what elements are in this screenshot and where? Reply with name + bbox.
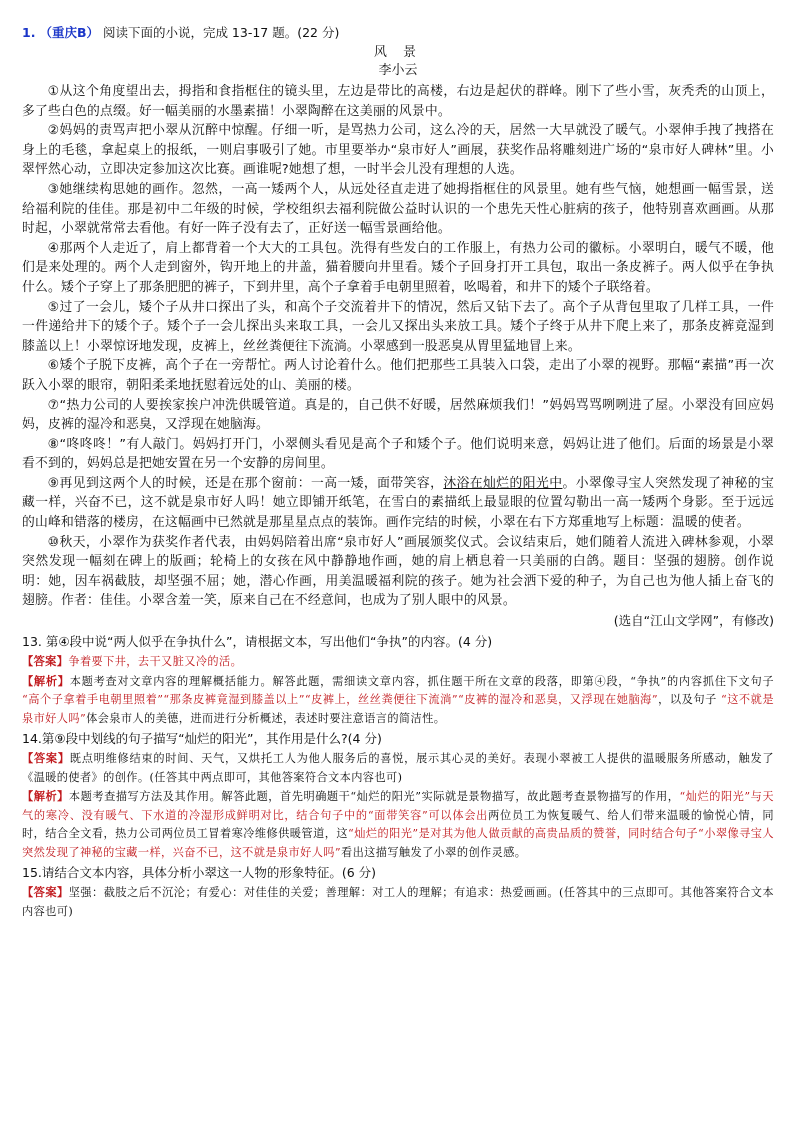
question-instruction: 阅读下面的小说，完成 13-17 题。(22 分)	[102, 25, 340, 40]
analysis-quote: “灿烂的阳光”与天气的寒冷、没有暖气、下水道的冷湿形成鲜明对比，结合句子中的“面带笑容”可以体会出	[22, 790, 774, 822]
question-number: 1.	[22, 25, 36, 40]
story-paragraph-10: ⑩秋天，小翠作为获奖作者代表，由妈妈陪着出席“泉市好人”画展颁奖仪式。会议结束后，她们随着人流进入碑林参观，小翠突然发现一幅刻在碑上的版画；轮椅上的女孩在风中静静地作画，她的肩上栖息着一只美丽的白鸽。题目：坚强的翅膀。创作说明：她，因车祸截肢，却坚强不屈；她，潜心作画，用美温暖福利院的孩子。她为社会洒下爱的种子，为自己也为他人插上奋飞的翅膀。作者：佳佳。小翠含羞一笑，原来自己在不经意间，也成为了别人眼中的风景。	[22, 534, 774, 609]
story-paragraph: ③她继续构思她的画作。忽然，一高一矮两个人，从远处径直走进了她拇指框住的风景里。她有些气恼，她想画一幅雪景，送给福利院的佳佳。那是初中二年级的时候，学校组织去福利院做公益时认识的一个患先天性心脏病的孩子，他特别喜欢画画。从那时起，小翠就常常去看他。有好一阵子没有去了，正好送一幅雪景画给他。	[22, 181, 774, 237]
answer-text: 坚强：截肢之后不沉沦；有爱心：对佳佳的关爱；善理解：对工人的理解；有追求：热爱画画。(任答其中的三点即可。其他答案符合文本内容也可)	[22, 886, 774, 918]
analysis-tag: 【解析】	[22, 789, 69, 804]
answer-tag: 【答案】	[22, 885, 69, 900]
question-15: 15.请结合文本内容，具体分析小翠这一人物的形象特征。(6 分)	[22, 865, 377, 881]
story-paragraph-9	[22, 474, 774, 533]
question-source: （重庆B）	[39, 25, 99, 40]
analysis-text: 两位员工为恢复暖气、给人们带来温暖的愉悦心情，同时，结合全文看，热力公司两位员工冒着寒冷维修供暖管道，这	[22, 808, 774, 841]
question-header	[22, 24, 774, 42]
story-paragraph: ⑤过了一会儿，矮个子从井口探出了头，和高个子交流着井下的情况，然后又钻下去了。高个子从背包里取了几样工具，一件一件递给井下的矮个子。矮个子一会儿探出头来取工具，一会儿又探出头来放工具。矮个子终于从井下爬上来了，那条皮裤竟湿到膝盖以上！小翠惊讶地发现，皮裤上，丝丝粪便往下流淌。小翠感到一股恶臭从胃里猛地冒上来。	[22, 299, 774, 354]
answer-text: 争着要下井，去干又脏又冷的活。	[68, 655, 243, 669]
answer-15	[22, 883, 774, 921]
answer-text: 既点明维修结束的时间、天气，又烘托工人为他人服务后的喜悦，展示其心灵的美好。表现小翠被工人提供的温暖服务所感动，触发了《温暖的使者》的创作。(任答其中两点即可，其他答案符合文本内容也可)	[22, 752, 774, 784]
answer-tag: 【答案】	[22, 654, 69, 669]
question-13: 13. 第④段中说“两人似乎在争执什么”，请根据文本，写出他们“争执”的内容。(4 分)	[22, 634, 493, 650]
answer-tag: 【答案】	[22, 751, 70, 766]
analysis-quote: “灿烂的阳光”是对其为他人做贡献的高贵品质的赞誉，同时结合句子“小翠像寻宝人突然发现了神秘的宝藏一样，兴奋不已，这不就是泉市好人吗”	[22, 827, 774, 859]
answer-14	[22, 749, 774, 787]
story-paragraph: ②妈妈的责骂声把小翠从沉醉中惊醒。仔细一听，是骂热力公司，这么冷的天，居然一大早就没了暖气。小翠伸手拽了拽搭在身上的毛毯，拿起桌上的报纸，一则启事吸引了她。市里要举办“泉市好人”画展，获奖作品将雕刻进广场的“泉市好人碑林”里。小翠怦然心动，立即决定参加这次比赛。画谁呢?她想了想，一时半会儿没有理想的人选。	[22, 123, 774, 178]
analysis-text: 本题考查对文章内容的理解概括能力。解答此题，需细读文章内容，抓住题干所在文章的段落，即第④段，“争执”的内容抓住下文句子	[69, 674, 774, 688]
p9-text-before: ⑨再见到这两个人的时候，还是在那个窗前：一高一矮，面带笑容，	[47, 475, 444, 491]
analysis-quote: “高个子拿着手电朝里照着”“那条皮裤竟湿到膝盖以上”“皮裤上，丝丝粪便往下流淌”“皮裤的湿冷和恶臭，又浮现在她脑海”	[22, 693, 659, 707]
p9-text-after: 。小翠像寻宝人突然发现了神秘的宝藏一样，兴奋不已，这不就是泉市好人吗！她立即铺开纸笔，在雪白的素描纸上最显眼的位置勾勒出一高一矮两个身影。至于远远的山峰和错落的楼房，在这幅画中已然就是那星星点点的装饰。画作完结的时候，小翠在右下方郑重地写上标题：温暖的使者。	[22, 475, 774, 531]
analysis-text: 体会泉市人的美德，进而进行分析概述，表述时要注意语言的简洁性。	[86, 711, 446, 725]
analysis-quote: “这不就是泉市好人吗”	[22, 693, 774, 725]
document-page	[22, 24, 774, 921]
story-paragraph: ⑧“咚咚咚！”有人敲门。妈妈打开门，小翠侧头看见是高个子和矮个子。他们说明来意，妈妈让进了他们。后面的场景是小翠看不到的，妈妈总是把她安置在另一个安静的房间里。	[22, 436, 774, 472]
source-note: (选自“江山文学网”，有修改)	[613, 613, 774, 629]
analysis-text: ，以及句子	[658, 693, 721, 707]
story-author: 李小云	[378, 63, 418, 78]
story-paragraph: ①从这个角度望出去，拇指和食指框住的镜头里，左边是带比的高楼，右边是起伏的群峰。刚下了些小雪，灰秃秃的山顶上，多了些白色的点缀。好一幅美丽的水墨素描！小翠陶醉在这美丽的风景中。	[22, 84, 774, 119]
question-14: 14.第⑨段中划线的句子描写“灿烂的阳光”，其作用是什么?(4 分)	[22, 731, 382, 747]
analysis-14	[22, 787, 774, 862]
answer-13	[22, 652, 774, 672]
underlined-sentence: 沐浴在灿烂的阳光中	[443, 475, 563, 491]
analysis-13	[22, 672, 774, 729]
analysis-tag: 【解析】	[22, 673, 70, 688]
story-paragraph: ⑥矮个子脱下皮裤，高个子在一旁帮忙。两人讨论着什么。他们把那些工具装入口袋，走出了小翠的视野。那幅“素描”再一次跃入小翠的眼帘，朝阳柔柔地抚慰着远处的山、美丽的楼。	[22, 358, 774, 393]
analysis-text: 看出这描写触发了小翠的创作灵感。	[340, 845, 527, 859]
story-title: 风 景	[373, 45, 423, 60]
story-paragraph: ④那两个人走近了，肩上都背着一个大大的工具包。洗得有些发白的工作服上，有热力公司的徽标。小翠明白，暖气不暖，他们是来处理的。两个人走到窗外，钩开地上的井盖，猫着腰向井里看。矮个子回身打开工具包，取出一条皮裤子。两人似乎在争执什么。矮个子穿上了那条肥肥的裤子，下到井里，高个子拿着手电朝里照着，吆喝着，和井下的矮个子联络着。	[22, 240, 774, 295]
analysis-text: 本题考查描写方法及其作用。解答此题，首先明确题干“灿烂的阳光”实际就是景物描写，故此题考查景物描写的作用，	[68, 790, 680, 804]
story-paragraph: ⑦“热力公司的人要挨家挨户冲洗供暖管道。真是的，自己供不好暖，居然麻烦我们！”妈妈骂骂咧咧进了屋。小翠没有回应妈妈，皮裤的湿冷和恶臭，又浮现在她脑海。	[22, 397, 774, 433]
